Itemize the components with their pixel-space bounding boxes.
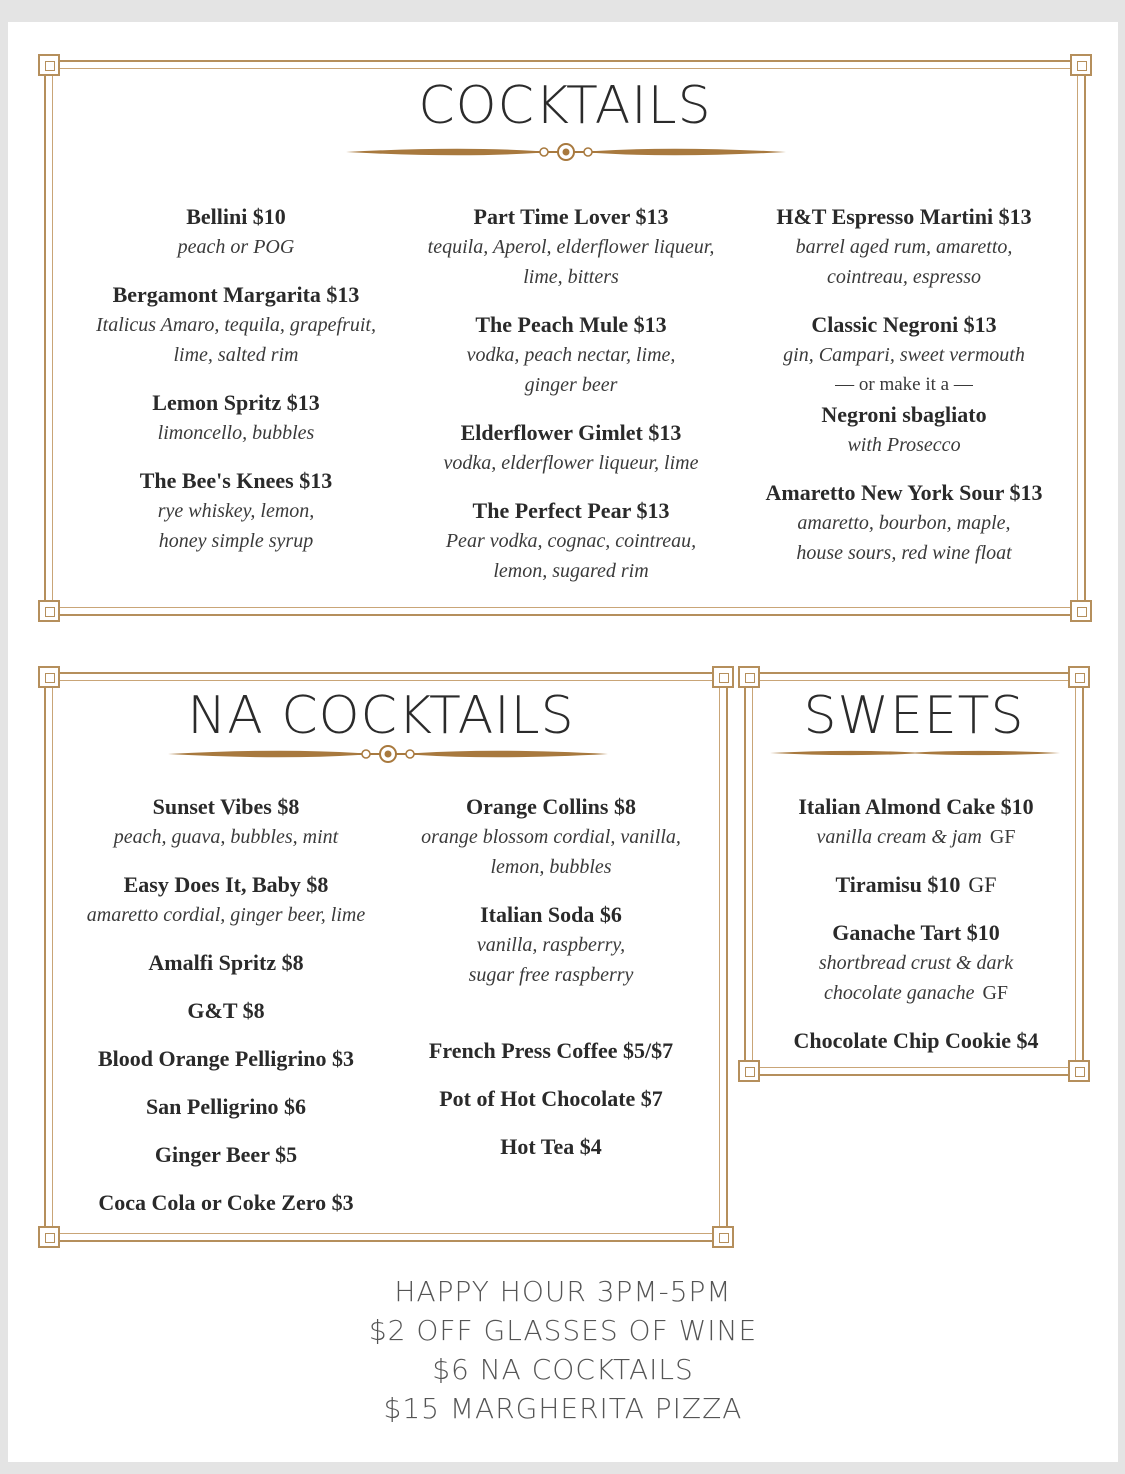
item-name: Italian Almond Cake $10 bbox=[798, 794, 1034, 819]
item-description: lemon, bubbles bbox=[490, 856, 612, 878]
item-name: Lemon Spritz $13 bbox=[152, 390, 320, 415]
item-description: lemon, sugared rim bbox=[493, 560, 649, 582]
na-cocktails-column-2 bbox=[391, 792, 711, 1180]
cocktails-panel bbox=[44, 60, 1086, 616]
gluten-free-badge: GF bbox=[982, 982, 1009, 1004]
item-name: Sunset Vibes $8 bbox=[152, 794, 300, 819]
gluten-free-badge: GF bbox=[968, 872, 997, 897]
menu-item bbox=[391, 1084, 711, 1114]
item-description: peach, guava, bubbles, mint bbox=[113, 826, 339, 848]
ornamental-divider-icon bbox=[346, 142, 786, 162]
corner-ornament bbox=[38, 54, 60, 76]
menu-item bbox=[391, 1132, 711, 1162]
item-name: Tiramisu $10 bbox=[835, 872, 961, 897]
item-description: orange blossom cordial, vanilla, bbox=[421, 826, 681, 848]
item-description: barrel aged rum, amaretto, bbox=[795, 236, 1013, 258]
item-name: The Peach Mule $13 bbox=[475, 312, 667, 337]
menu-item bbox=[401, 310, 741, 400]
item-or-text: — or make it a — bbox=[835, 374, 973, 395]
item-name: French Press Coffee $5/$7 bbox=[428, 1038, 674, 1063]
item-description: Italicus Amaro, tequila, grapefruit, bbox=[96, 314, 376, 336]
item-description: tequila, Aperol, elderflower liqueur, bbox=[427, 236, 715, 258]
corner-ornament bbox=[738, 666, 760, 688]
item-description: gin, Campari, sweet vermouth bbox=[783, 344, 1025, 366]
item-name: G&T $8 bbox=[187, 998, 265, 1023]
menu-item bbox=[66, 996, 386, 1026]
item-description: limoncello, bubbles bbox=[157, 422, 315, 444]
menu-item bbox=[756, 792, 1076, 852]
item-description: Pear vodka, cognac, cointreau, bbox=[445, 530, 697, 552]
item-name: Part Time Lover $13 bbox=[473, 204, 669, 229]
item-name: Blood Orange Pelligrino $3 bbox=[97, 1046, 355, 1071]
item-name: H&T Espresso Martini $13 bbox=[776, 204, 1032, 229]
item-name: San Pelligrino $6 bbox=[145, 1094, 307, 1119]
menu-item bbox=[66, 948, 386, 978]
menu-item bbox=[756, 1026, 1076, 1056]
item-name: Ganache Tart $10 bbox=[832, 920, 1000, 945]
item-description: peach or POG bbox=[177, 236, 295, 258]
item-name: Italian Soda $6 bbox=[480, 902, 622, 927]
menu-item bbox=[66, 202, 406, 262]
happy-hour-footer bbox=[8, 1272, 1118, 1428]
menu-item bbox=[66, 466, 406, 556]
corner-ornament bbox=[38, 666, 60, 688]
item-name: The Bee's Knees $13 bbox=[139, 468, 333, 493]
item-description: honey simple syrup bbox=[158, 530, 314, 552]
item-name: Amaretto New York Sour $13 bbox=[765, 480, 1043, 505]
item-name: Ginger Beer $5 bbox=[154, 1142, 298, 1167]
corner-ornament bbox=[712, 1226, 734, 1248]
sweets-title: SWEETS bbox=[803, 686, 1025, 746]
item-description: amaretto, bourbon, maple, bbox=[797, 512, 1011, 534]
item-description: lime, bitters bbox=[523, 266, 619, 288]
cocktails-title: COCKTAILS bbox=[418, 76, 712, 136]
corner-ornament bbox=[712, 666, 734, 688]
footer-line: $6 NA COCKTAILS bbox=[432, 1353, 694, 1386]
ornamental-divider-icon bbox=[770, 746, 1060, 760]
item-alt-description: with Prosecco bbox=[847, 434, 961, 456]
item-description: vanilla cream & jam bbox=[816, 826, 982, 848]
item-alt-name: Negroni sbagliato bbox=[821, 402, 987, 427]
item-name: Pot of Hot Chocolate $7 bbox=[439, 1086, 663, 1111]
item-name: Bergamont Margarita $13 bbox=[112, 282, 360, 307]
corner-ornament bbox=[1070, 600, 1092, 622]
menu-item bbox=[391, 900, 711, 990]
item-name-row bbox=[756, 870, 1076, 900]
corner-ornament bbox=[1068, 666, 1090, 688]
sweets-panel bbox=[744, 672, 1084, 1076]
menu-item bbox=[401, 496, 741, 586]
menu-item bbox=[66, 792, 386, 852]
item-name: Hot Tea $4 bbox=[500, 1134, 602, 1159]
menu-item bbox=[66, 1188, 386, 1218]
item-description: vanilla, raspberry, bbox=[476, 934, 626, 956]
na-cocktails-title: NA COCKTAILS bbox=[187, 686, 575, 746]
item-description: lime, salted rim bbox=[173, 344, 299, 366]
menu-item bbox=[756, 870, 1076, 900]
menu-item bbox=[734, 310, 1074, 460]
item-name: Coca Cola or Coke Zero $3 bbox=[98, 1190, 354, 1215]
menu-item bbox=[401, 202, 741, 292]
menu-item bbox=[734, 202, 1074, 292]
menu-item bbox=[66, 388, 406, 448]
item-description: amaretto cordial, ginger beer, lime bbox=[86, 904, 366, 926]
menu-item bbox=[734, 478, 1074, 568]
cocktails-column-3 bbox=[734, 202, 1074, 586]
item-name: Bellini $10 bbox=[186, 204, 286, 229]
gluten-free-badge: GF bbox=[989, 826, 1016, 848]
menu-item bbox=[401, 418, 741, 478]
menu-item bbox=[66, 870, 386, 930]
item-name: The Perfect Pear $13 bbox=[472, 498, 670, 523]
menu-sheet bbox=[8, 22, 1118, 1462]
sweets-column bbox=[756, 792, 1076, 1074]
na-cocktails-panel bbox=[44, 672, 728, 1242]
corner-ornament bbox=[38, 1226, 60, 1248]
corner-ornament bbox=[38, 600, 60, 622]
menu-item bbox=[66, 1044, 386, 1074]
footer-line: $15 MARGHERITA PIZZA bbox=[383, 1392, 743, 1425]
item-description: shortbread crust & dark bbox=[818, 952, 1014, 974]
item-name: Orange Collins $8 bbox=[466, 794, 636, 819]
item-description-row bbox=[756, 822, 1076, 852]
item-description: rye whiskey, lemon, bbox=[157, 500, 315, 522]
footer-line: HAPPY HOUR 3PM-5PM bbox=[394, 1275, 732, 1308]
item-name: Chocolate Chip Cookie $4 bbox=[793, 1028, 1039, 1053]
item-description: ginger beer bbox=[524, 374, 618, 396]
corner-ornament bbox=[1070, 54, 1092, 76]
item-name: Amalfi Spritz $8 bbox=[148, 950, 304, 975]
item-description-row bbox=[756, 978, 1076, 1008]
menu-item bbox=[66, 1092, 386, 1122]
ornamental-divider-icon bbox=[168, 744, 608, 764]
item-description: vodka, peach nectar, lime, bbox=[466, 344, 676, 366]
cocktails-column-2 bbox=[401, 202, 741, 604]
footer-line: $2 OFF GLASSES OF WINE bbox=[368, 1314, 758, 1347]
item-description: sugar free raspberry bbox=[468, 964, 634, 986]
cocktails-column-1 bbox=[66, 202, 406, 574]
menu-item bbox=[391, 1036, 711, 1066]
menu-item bbox=[66, 1140, 386, 1170]
item-description: cointreau, espresso bbox=[826, 266, 982, 288]
item-description: vodka, elderflower liqueur, lime bbox=[443, 452, 699, 474]
menu-item bbox=[66, 280, 406, 370]
na-cocktails-column-1 bbox=[66, 792, 386, 1236]
menu-item bbox=[756, 918, 1076, 1008]
item-name: Elderflower Gimlet $13 bbox=[460, 420, 682, 445]
item-description: house sours, red wine float bbox=[796, 542, 1012, 564]
menu-item bbox=[391, 792, 711, 882]
item-description: chocolate ganache bbox=[823, 982, 975, 1004]
item-name: Classic Negroni $13 bbox=[811, 312, 997, 337]
item-name: Easy Does It, Baby $8 bbox=[123, 872, 329, 897]
